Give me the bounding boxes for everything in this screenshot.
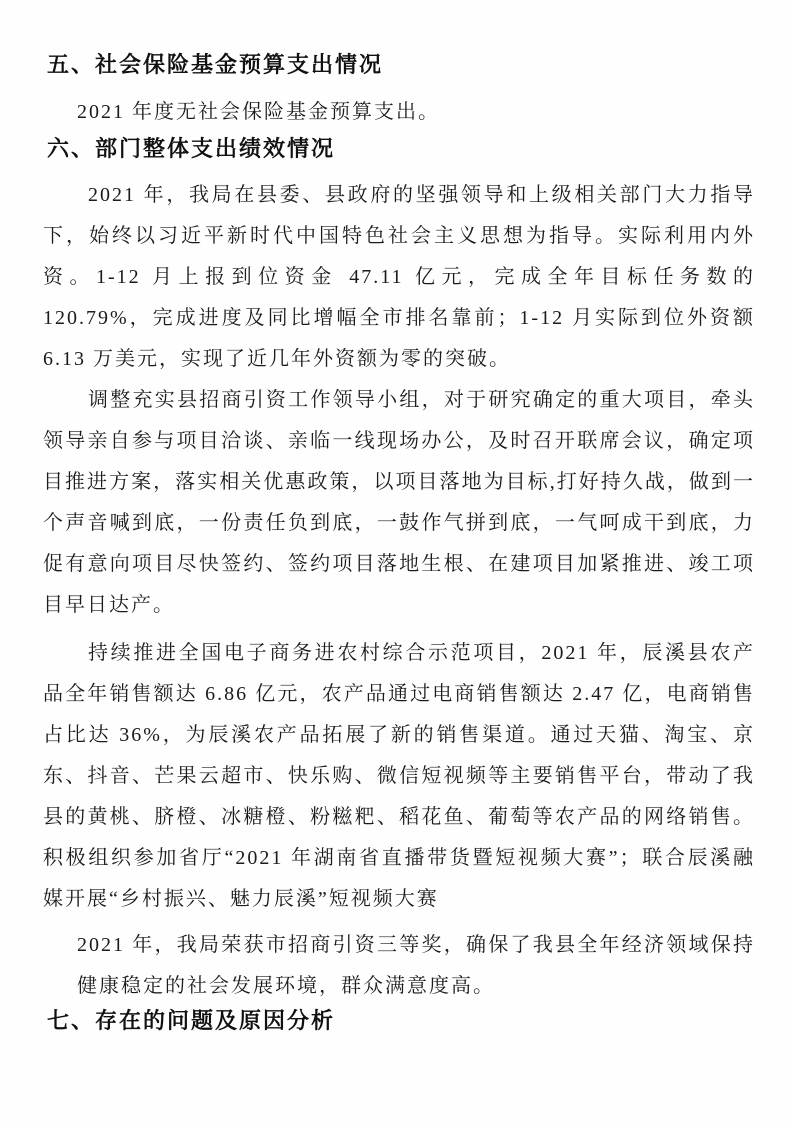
paragraph-investment-leadership-group: 调整充实县招商引资工作领导小组，对于研究确定的重大项目，牵头领导亲自参与项目洽谈、亲临一线现场办公，及时召开联席会议，确定项目推进方案，落实相关优惠政策，以项目落地为目标,打好持久战，做到一个声音喊到底，一份责任负到底，一鼓作气拼到底，一气呵成干到底，力促有意向项目尽快签约、签约项目落地生根、在建项目加紧推进、竣工项目早日达产。 xyxy=(43,389,755,616)
paragraph-annual-investment-overview: 2021 年，我局在县委、县政府的坚强领导和上级相关部门大力指导下，始终以习近平新时代中国特色社会主义思想为指导。实际利用内外资。1-12 月上报到位资金 47.11 亿元，完成全年目标任务数的 120.79%，完成进度及同比增幅全市排名靠前；1-12 月实际到位外资额 6.13 万美元，实现了近几年外资额为零的突破。 xyxy=(43,184,755,370)
heading-section-5-social-insurance: 五、社会保险基金预算支出情况 xyxy=(47,53,384,78)
paragraph-rural-ecommerce-program: 持续推进全国电子商务进农村综合示范项目，2021 年，辰溪县农产品全年销售额达 6.86 亿元，农产品通过电商销售额达 2.47 亿，电商销售占比达 36%，为辰溪农产品拓展了新的销售渠道。通过天猫、淘宝、京东、抖音、芒果云超市、快乐购、微信短视频等主要销售平台，带动了我县的黄桃、脐橙、冰糖橙、粉糍粑、稻花鱼、葡萄等农产品的网络销售。积极组织参加省厅“2021 年湖南省直播带货暨短视频大赛”；联合辰溪融媒开展“乡村振兴、魅力辰溪”短视频大赛 xyxy=(43,642,755,910)
heading-section-6-overall-expenditure-performance: 六、部门整体支出绩效情况 xyxy=(47,137,336,162)
paragraph-municipal-award: 2021 年，我局荣获市招商引资三等奖，确保了我县全年经济领域保持健康稳定的社会发展环境，群众满意度高。 xyxy=(77,934,755,997)
paragraph-no-social-insurance-expenditure: 2021 年度无社会保险基金预算支出。 xyxy=(77,101,440,123)
heading-section-7-problems-and-causes: 七、存在的问题及原因分析 xyxy=(47,1009,336,1034)
